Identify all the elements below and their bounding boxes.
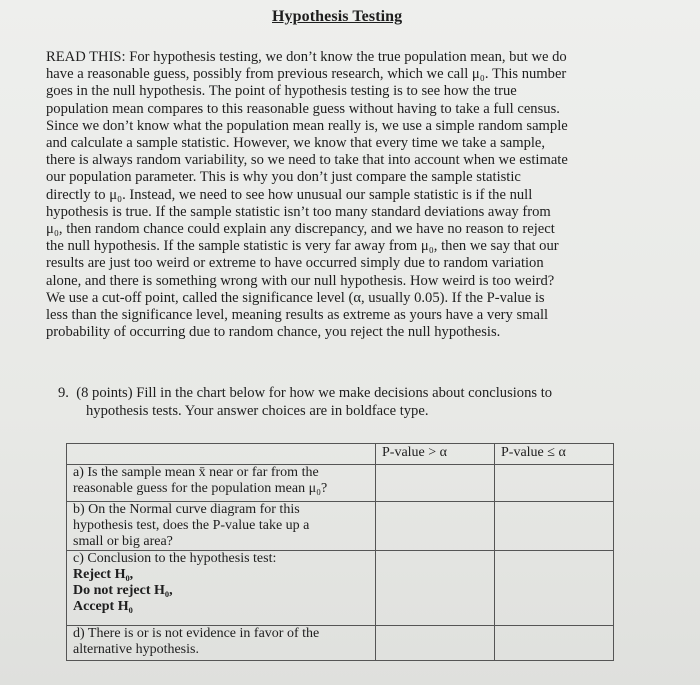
paragraph-line: μ₀, then random chance could explain any discrepancy, and we have no reason to reject xyxy=(46,221,555,238)
page-title: Hypothesis Testing xyxy=(272,8,403,25)
paragraph-line: our population parameter. This is why you don’t just compare the sample statistic xyxy=(46,169,521,186)
paragraph-line: results are just too weird or extreme to have occurred simply due to random variation xyxy=(46,255,544,272)
header-pvalue-greater-alpha: P-value > α xyxy=(376,444,495,465)
paragraph-line: READ THIS: For hypothesis testing, we don’t know the true population mean, but we do xyxy=(46,49,567,65)
paragraph-line: have a reasonable guess, possibly from previous research, which we call μ₀. This number xyxy=(46,66,567,83)
answer-cell-a-greater[interactable] xyxy=(376,465,495,502)
row-d-question: d) There is or is not evidence in favor of the alternative hypothesis. xyxy=(67,626,376,661)
paragraph-line: less than the significance level, meaning results as extreme as yours have a very small xyxy=(46,307,549,324)
paragraph-line: the null hypothesis. If the sample statistic is very far away from μ₀, then we say that our xyxy=(46,238,559,255)
paragraph-line: goes in the null hypothesis. The point of hypothesis testing is to see how the true xyxy=(46,83,517,100)
answer-cell-b-leq[interactable] xyxy=(495,502,614,551)
paragraph-line: directly to μ₀. Instead, we need to see how unusual our sample statistic is if the null xyxy=(46,186,533,203)
paragraph-line: Since we don’t know what the population mean really is, we use a simple random sample xyxy=(46,117,568,134)
paragraph-line: probability of occurring due to random chance, you reject the null hypothesis. xyxy=(46,324,501,341)
paragraph-line: and calculate a sample statistic. However, we know that every time we take a sample, xyxy=(46,135,546,152)
table-row xyxy=(67,465,614,502)
decision-chart-table xyxy=(66,443,614,661)
row-c-question: c) Conclusion to the hypothesis test: Reject H₀, Do not reject H₀, Accept H₀ xyxy=(67,551,376,626)
paragraph-line: hypothesis is true. If the sample statistic isn’t too many standard deviations away from xyxy=(46,203,551,220)
header-pvalue-leq-alpha: P-value ≤ α xyxy=(495,444,614,465)
answer-cell-b-greater[interactable] xyxy=(376,502,495,551)
row-b-question: b) On the Normal curve diagram for this hypothesis test, does the P-value take up a small or big area? xyxy=(67,502,376,551)
paragraph-line: there is always random variability, so we need to take that into account when we estimate xyxy=(46,152,568,169)
paragraph-line: alone, and there is something wrong with our null hypothesis. How weird is too weird? xyxy=(46,272,555,289)
answer-cell-d-leq[interactable] xyxy=(495,626,614,661)
question-9 xyxy=(58,385,618,420)
read-this-paragraph xyxy=(46,49,626,341)
paragraph-line: population mean compares to this reasonable guess without having to take a full census. xyxy=(46,100,560,117)
question-number: 9. xyxy=(58,385,69,401)
answer-cell-c-leq[interactable] xyxy=(495,551,614,626)
question-text-line1: (8 points) Fill in the chart below for how we make decisions about conclusions to xyxy=(76,385,553,401)
row-a-question: a) Is the sample mean x̄ near or far from the reasonable guess for the population mean μ₀? xyxy=(67,465,376,502)
table-header-row xyxy=(67,444,614,465)
answer-cell-a-leq[interactable] xyxy=(495,465,614,502)
answer-cell-c-greater[interactable] xyxy=(376,551,495,626)
table-row xyxy=(67,626,614,661)
paragraph-line: We use a cut-off point, called the significance level (α, usually 0.05). If the P-value is xyxy=(46,289,545,306)
answer-cell-d-greater[interactable] xyxy=(376,626,495,661)
table-row xyxy=(67,502,614,551)
question-text-line2: hypothesis tests. Your answer choices are in boldface type. xyxy=(86,402,429,419)
header-blank-cell xyxy=(67,444,376,465)
table-row xyxy=(67,551,614,626)
